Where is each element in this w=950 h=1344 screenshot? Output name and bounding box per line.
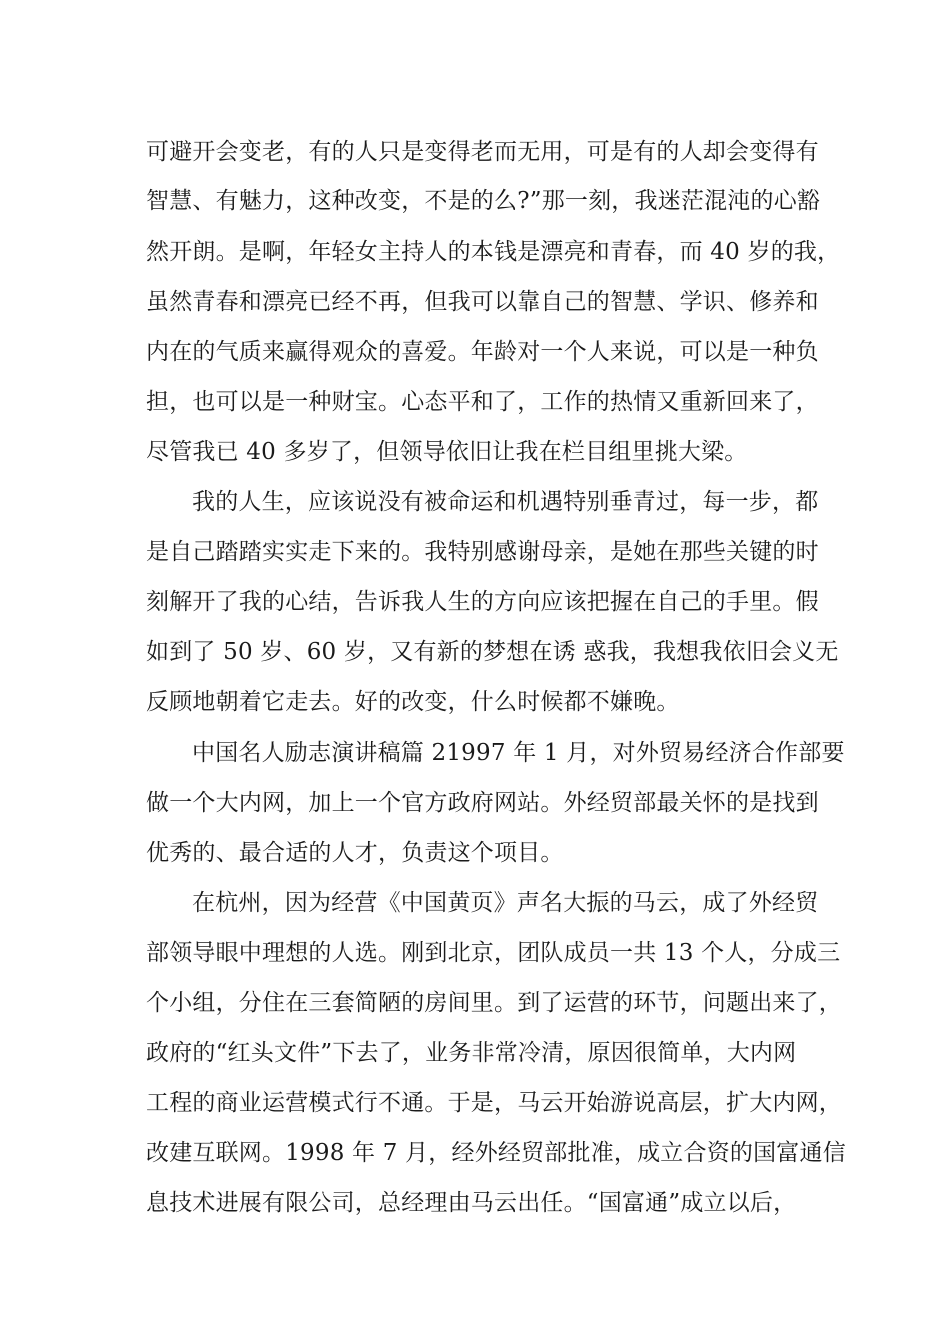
text-line: 如到了 50 岁、60 岁，又有新的梦想在诱 惑我，我想我依旧会义无 — [146, 639, 839, 665]
text-line: 部领导眼中理想的人选。刚到北京，团队成员一共 13 个人，分成三 — [146, 940, 841, 966]
text-line: 做一个大内网，加上一个官方政府网站。外经贸部最关怀的是找到 — [146, 790, 819, 816]
text-line: 内在的气质来赢得观众的喜爱。年龄对一个人来说，可以是一种负 — [146, 339, 819, 365]
text-line: 智慧、有魅力，这种改变，不是的么?”那一刻，我迷茫混沌的心豁 — [146, 188, 821, 214]
text-line: 政府的“红头文件”下去了，业务非常冷清，原因很简单，大内网 — [146, 1040, 797, 1066]
paragraph-first-line: 中国名人励志演讲稿篇 21997 年 1 月，对外贸易经济合作部要 — [192, 740, 845, 766]
text-line: 反顾地朝着它走去。好的改变，什么时候都不嫌晚。 — [146, 689, 680, 715]
text-line: 个小组，分住在三套简陋的房间里。到了运营的环节，问题出来了， — [146, 990, 842, 1016]
text-line: 刻解开了我的心结，告诉我人生的方向应该把握在自己的手里。假 — [146, 589, 819, 615]
text-line: 是自己踏踏实实走下来的。我特别感谢母亲，是她在那些关键的时 — [146, 539, 819, 565]
text-line: 担，也可以是一种财宝。心态平和了，工作的热情又重新回来了， — [146, 389, 819, 415]
text-line: 优秀的、最合适的人才，负责这个项目。 — [146, 840, 564, 866]
paragraph-first-line: 在杭州，因为经营《中国黄页》声名大振的马云，成了外经贸 — [192, 890, 819, 916]
text-line: 然开朗。是啊，年轻女主持人的本钱是漂亮和青春，而 40 岁的我， — [146, 239, 841, 265]
text-line: 改建互联网。1998 年 7 月，经外经贸部批准，成立合资的国富通信 — [146, 1140, 846, 1166]
paragraph-first-line: 我的人生，应该说没有被命运和机遇特别垂青过，每一步，都 — [192, 489, 819, 515]
text-line: 息技术进展有限公司，总经理由马云出任。“国富通”成立以后， — [146, 1190, 797, 1216]
text-line: 虽然青春和漂亮已经不再，但我可以靠自己的智慧、学识、修养和 — [146, 289, 819, 315]
text-line: 尽管我已 40 多岁了，但领导依旧让我在栏目组里挑大梁。 — [146, 439, 748, 465]
text-line: 可避开会变老，有的人只是变得老而无用，可是有的人却会变得有 — [146, 139, 819, 165]
text-line: 工程的商业运营模式行不通。于是，马云开始游说高层，扩大内网， — [146, 1090, 842, 1116]
